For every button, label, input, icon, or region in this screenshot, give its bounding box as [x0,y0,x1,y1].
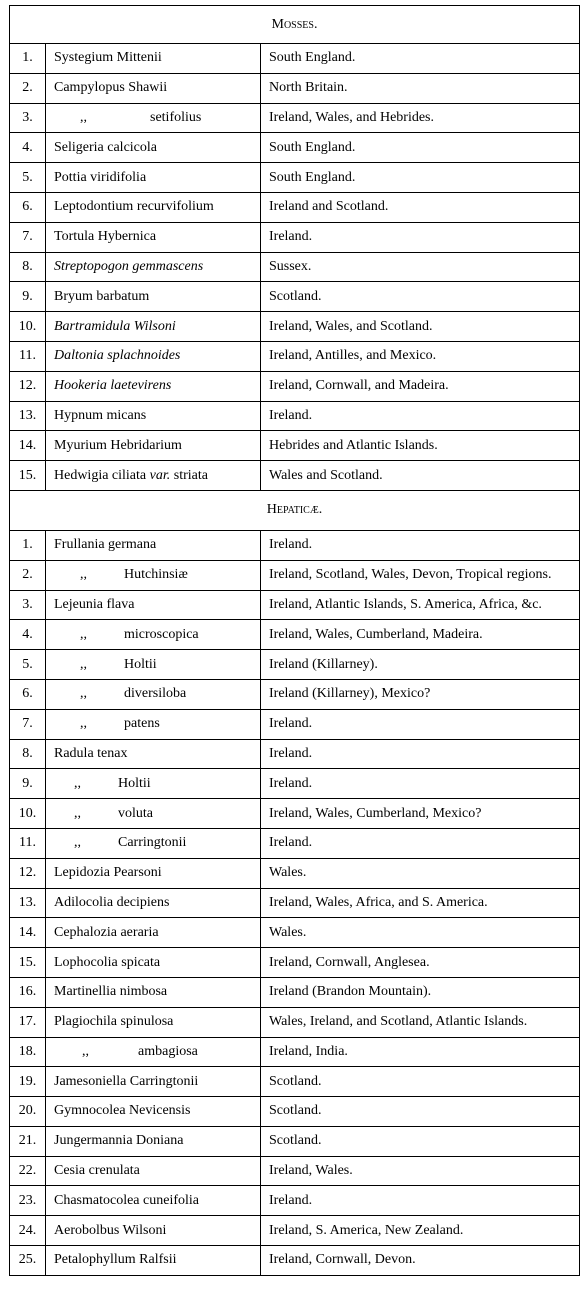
row-number: 6. [10,192,46,222]
table-row [10,282,580,312]
table-row [10,222,580,252]
locality: Sussex. [261,252,580,282]
section-title: Mosses. [10,6,580,44]
species-name-cell [46,371,261,401]
species-name: setifolius [150,109,202,125]
table-row [10,73,580,103]
table-row [10,709,580,739]
species-name-cell [46,461,261,491]
locality: Scotland. [261,1097,580,1127]
species-name-cell [46,799,261,829]
species-table [9,5,580,1276]
species-name-cell [46,44,261,74]
locality: Ireland. [261,769,580,799]
species-name-cell [46,431,261,461]
row-number: 24. [10,1216,46,1246]
species-name: Martinellia nimbosa [54,984,168,1000]
species-name-cell [46,1067,261,1097]
species-name-cell [46,888,261,918]
table-row [10,858,580,888]
row-number: 18. [10,1037,46,1067]
species-name: Holtii [118,775,151,791]
species-name-cell [46,341,261,371]
ditto-mark: ,, [80,716,87,732]
ditto-mark: ,, [80,656,87,672]
table-row [10,1186,580,1216]
species-name-cell [46,560,261,590]
locality: South England. [261,163,580,193]
species-name: voluta [118,805,153,821]
row-number: 2. [10,73,46,103]
species-name-cell [46,709,261,739]
species-name-cell [46,222,261,252]
table-row [10,401,580,431]
species-name-cell [46,133,261,163]
row-number: 6. [10,679,46,709]
row-number: 21. [10,1126,46,1156]
row-number: 1. [10,530,46,560]
species-name: Hutchinsiæ [124,567,188,583]
table-row [10,739,580,769]
species-name: ambagiosa [138,1043,198,1059]
ditto-mark: ,, [74,805,81,821]
locality: North Britain. [261,73,580,103]
row-number: 14. [10,918,46,948]
row-number: 1. [10,44,46,74]
locality: Scotland. [261,282,580,312]
row-number: 12. [10,858,46,888]
variety-name: striata [173,467,208,483]
row-number: 14. [10,431,46,461]
table-row [10,1156,580,1186]
locality: Ireland, S. America, New Zealand. [261,1216,580,1246]
locality: Ireland, Scotland, Wales, Devon, Tropical regions. [261,560,580,590]
table-row [10,461,580,491]
species-name: Lejeunia flava [54,596,135,612]
species-name: Adilocolia decipiens [54,894,170,910]
table-row [10,103,580,133]
ditto-mark: ,, [74,775,81,791]
species-name: Leptodontium recurvifolium [54,199,214,215]
section-header-row [10,6,580,44]
locality: Ireland. [261,222,580,252]
ditto-mark: ,, [80,567,87,583]
species-name: Lepidozia Pearsoni [54,865,162,881]
locality: Ireland. [261,1186,580,1216]
species-name-cell [46,1097,261,1127]
species-name: Streptopogon gemmascens [54,258,204,274]
species-name: Holtii [124,656,157,672]
species-name-cell [46,590,261,620]
locality: Wales. [261,858,580,888]
row-number: 16. [10,977,46,1007]
row-number: 15. [10,461,46,491]
species-name: Petalophyllum Ralfsii [54,1252,177,1268]
species-name-cell [46,948,261,978]
species-name: Jungermannia Doniana [54,1133,184,1149]
species-name-cell [46,252,261,282]
ditto-mark: ,, [74,835,81,851]
species-name-cell [46,858,261,888]
species-name-cell [46,828,261,858]
species-name: Tortula Hybernica [54,229,157,245]
table-row [10,1097,580,1127]
table-row [10,133,580,163]
locality: Ireland (Killarney). [261,650,580,680]
row-number: 4. [10,133,46,163]
table-row [10,560,580,590]
row-number: 13. [10,401,46,431]
species-name: Hookeria laetevirens [54,378,172,394]
locality: Ireland. [261,530,580,560]
locality: Ireland. [261,401,580,431]
species-name-cell [46,679,261,709]
variety-abbrev: var. [149,467,171,483]
row-number: 5. [10,163,46,193]
row-number: 2. [10,560,46,590]
row-number: 10. [10,312,46,342]
locality: Ireland, India. [261,1037,580,1067]
row-number: 7. [10,222,46,252]
row-number: 4. [10,620,46,650]
locality: Scotland. [261,1067,580,1097]
locality: Ireland, Wales, Cumberland, Mexico? [261,799,580,829]
row-number: 9. [10,282,46,312]
row-number: 17. [10,1007,46,1037]
locality: Ireland, Wales. [261,1156,580,1186]
locality: Ireland, Wales, and Hebrides. [261,103,580,133]
species-name-cell [46,977,261,1007]
species-name-cell [46,192,261,222]
species-name: diversiloba [124,686,187,702]
row-number: 20. [10,1097,46,1127]
species-name: Aerobolbus Wilsoni [54,1222,167,1238]
table-row [10,620,580,650]
table-row [10,799,580,829]
locality: Ireland, Antilles, and Mexico. [261,341,580,371]
ditto-mark: ,, [80,626,87,642]
species-name-cell [46,918,261,948]
species-name-cell [46,1037,261,1067]
species-name-cell [46,103,261,133]
table-row [10,371,580,401]
ditto-mark: ,, [80,686,87,702]
species-name-cell [46,1156,261,1186]
row-number: 11. [10,341,46,371]
species-name: Hypnum micans [54,407,147,423]
locality: Ireland, Wales, Africa, and S. America. [261,888,580,918]
species-name: Systegium Mittenii [54,50,162,66]
row-number: 23. [10,1186,46,1216]
species-name-cell [46,73,261,103]
species-name: Gymnocolea Nevicensis [54,1103,191,1119]
locality: Ireland and Scotland. [261,192,580,222]
species-name: Daltonia splachnoides [54,348,181,364]
locality: Wales, Ireland, and Scotland, Atlantic Islands. [261,1007,580,1037]
species-name: Lophocolia spicata [54,954,161,970]
row-number: 13. [10,888,46,918]
row-number: 22. [10,1156,46,1186]
row-number: 11. [10,828,46,858]
species-name-cell [46,1216,261,1246]
species-name-cell [46,282,261,312]
table-row [10,1067,580,1097]
table-row [10,948,580,978]
row-number: 5. [10,650,46,680]
species-name: Bartramidula Wilsoni [54,318,176,334]
table-row [10,1246,580,1276]
species-name: Frullania germana [54,537,157,553]
table-row [10,828,580,858]
locality: Scotland. [261,1126,580,1156]
row-number: 19. [10,1067,46,1097]
row-number: 7. [10,709,46,739]
species-name: Chasmatocolea cuneifolia [54,1192,199,1208]
table-row [10,431,580,461]
ditto-mark: ,, [80,109,87,125]
species-name: Cesia crenulata [54,1163,140,1179]
table-row [10,888,580,918]
locality: Ireland, Wales, Cumberland, Madeira. [261,620,580,650]
locality: Ireland. [261,828,580,858]
locality: Ireland, Cornwall, Anglesea. [261,948,580,978]
species-name: Campylopus Shawii [54,80,168,96]
species-name: Radula tenax [54,745,128,761]
locality: Hebrides and Atlantic Islands. [261,431,580,461]
table-row [10,1216,580,1246]
locality: South England. [261,133,580,163]
section-header-row [10,490,580,530]
table-row [10,1007,580,1037]
species-name: microscopica [124,626,199,642]
row-number: 25. [10,1246,46,1276]
ditto-mark: ,, [82,1043,89,1059]
table-row [10,341,580,371]
locality: Wales and Scotland. [261,461,580,491]
section-title: Hepaticæ. [10,490,580,530]
table-row [10,679,580,709]
row-number: 9. [10,769,46,799]
table-row [10,977,580,1007]
species-name-cell [46,1007,261,1037]
species-name: Cephalozia aeraria [54,924,159,940]
table-row [10,1037,580,1067]
species-name: Hedwigia ciliata [54,467,147,483]
locality: Ireland (Brandon Mountain). [261,977,580,1007]
table-row [10,769,580,799]
species-name-cell [46,739,261,769]
locality: Ireland. [261,739,580,769]
species-name-cell [46,401,261,431]
species-name: Plagiochila spinulosa [54,1014,174,1030]
table-row [10,918,580,948]
table-row [10,163,580,193]
table-row [10,312,580,342]
table-row [10,192,580,222]
locality: Ireland. [261,709,580,739]
row-number: 15. [10,948,46,978]
row-number: 3. [10,103,46,133]
table-row [10,590,580,620]
locality: Ireland, Atlantic Islands, S. America, Africa, &c. [261,590,580,620]
species-name-cell [46,1186,261,1216]
species-name: Carringtonii [118,835,187,851]
species-name-cell [46,530,261,560]
species-name: Myurium Hebridarium [54,437,182,453]
species-name-cell [46,1126,261,1156]
species-name-cell [46,650,261,680]
table-row [10,44,580,74]
row-number: 8. [10,739,46,769]
species-name-cell [46,1246,261,1276]
table-row [10,530,580,560]
locality: South England. [261,44,580,74]
row-number: 8. [10,252,46,282]
species-table-body [10,6,580,1276]
species-name-cell [46,620,261,650]
locality: Ireland, Cornwall, Devon. [261,1246,580,1276]
species-name: Pottia viridifolia [54,169,147,185]
species-name-cell [46,312,261,342]
locality: Ireland, Cornwall, and Madeira. [261,371,580,401]
locality: Ireland, Wales, and Scotland. [261,312,580,342]
locality: Ireland (Killarney), Mexico? [261,679,580,709]
species-name: Seligeria calcicola [54,139,157,155]
row-number: 10. [10,799,46,829]
species-name: Jamesoniella Carringtonii [54,1073,199,1089]
table-row [10,1126,580,1156]
table-row [10,650,580,680]
species-name-cell [46,769,261,799]
row-number: 12. [10,371,46,401]
table-row [10,252,580,282]
locality: Wales. [261,918,580,948]
row-number: 3. [10,590,46,620]
species-name-cell [46,163,261,193]
species-name: patens [124,716,160,732]
species-name: Bryum barbatum [54,288,150,304]
